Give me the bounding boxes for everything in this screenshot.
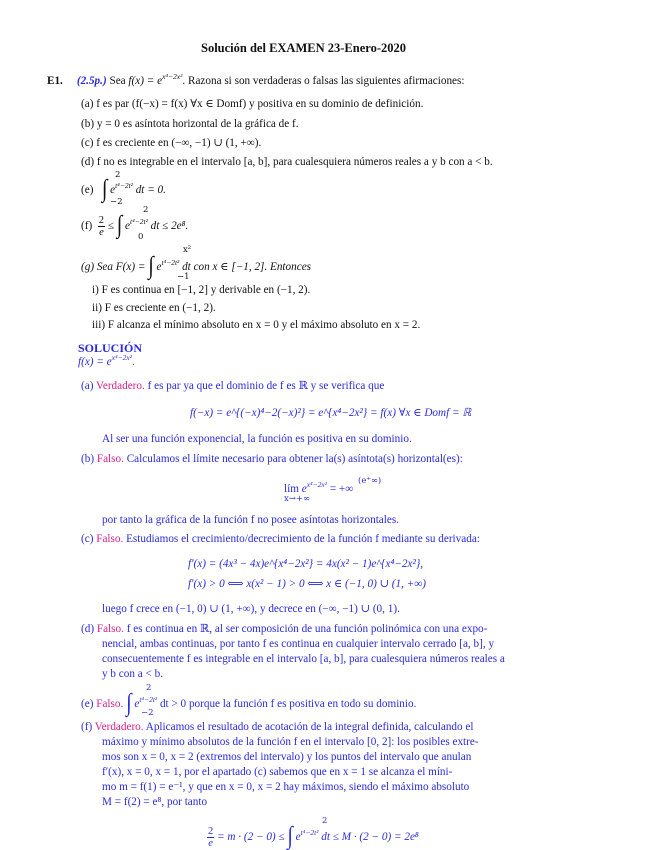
integral-sign: ∫ xyxy=(126,689,132,717)
item-g-i: i) F es continua en [−1, 2] y derivable en (−1, 2). xyxy=(92,284,311,296)
solution-a-after: Al ser una función exponencial, la función es positiva en su dominio. xyxy=(102,433,412,445)
solution-c-eq1: f′(x) = (4x³ − 4x)e^{x⁴−2x²} = 4x(x² − 1)e^{x⁴−2x²}, xyxy=(188,558,424,570)
upper-limit: x² xyxy=(183,245,192,255)
solution-c-after: luego f crece en (−1, 0) ∪ (1, +∞), y decrece en (−∞, −1) ∪ (0, 1). xyxy=(102,603,400,615)
solution-c xyxy=(81,532,480,546)
statement-rest: . Razona si son verdaderas o falsas las siguientes afirmaciones: xyxy=(182,75,465,87)
fraction xyxy=(207,826,214,849)
limit-sub: x→+∞ xyxy=(284,494,311,504)
verdict-e: Falso. xyxy=(96,698,124,710)
item-f xyxy=(81,211,189,239)
exercise-points: (2.5p.) xyxy=(76,75,107,87)
item-c: (c) f es creciente en (−∞, −1) ∪ (1, +∞). xyxy=(81,137,262,149)
integrand-exp: t⁴−2t² xyxy=(130,217,148,227)
statement-exp: x⁴−2x² xyxy=(162,72,183,81)
item-g-ii: ii) F es creciente en (−1, 2). xyxy=(92,302,216,314)
solution-b xyxy=(81,452,463,466)
limit-result: = +∞ xyxy=(329,483,354,495)
integrand-e: e xyxy=(134,698,140,710)
solution-heading: SOLUCIÓN xyxy=(78,341,143,355)
item-e xyxy=(81,175,166,203)
solution-d-l1: f es continua en ℝ, al ser composición de una función polinómica con una expo- xyxy=(126,623,488,635)
fraction xyxy=(98,215,105,238)
item-g-iii: iii) F alcanza el mínimo absoluto en x = 0 y el máximo absoluto en x = 2. xyxy=(92,319,421,331)
item-g-label: (g) Sea F(x) = xyxy=(81,261,146,273)
item-e-label: (e) xyxy=(81,184,94,196)
limit-exp: x⁴−2x² xyxy=(306,480,328,489)
solution-f-l4: f′(x), x = 0, x = 1, por el apartado (c) sabemos que en x = 1 se alcanza el míni- xyxy=(102,766,453,778)
item-b: (b) y = 0 es asíntota horizontal de la gráfica de f. xyxy=(81,118,299,130)
solution-c-label: (c) xyxy=(81,533,94,545)
upper-limit: 2 xyxy=(146,683,152,693)
limit-text: lím xyxy=(284,483,299,495)
verdict-f: Verdadero. xyxy=(94,721,144,733)
upper-limit: 2 xyxy=(115,170,121,180)
item-g-tail: dt con x ∈ [−1, 2]. Entonces xyxy=(182,261,312,273)
integral-sign: ∫ xyxy=(116,211,123,239)
integral-sign: ∫ xyxy=(148,252,154,280)
integrand-e: e xyxy=(295,831,301,844)
solution-f-l2: máximo y mínimo absolutos de la función f en el intervalo [0, 2]: los posibles extre- xyxy=(102,736,479,748)
solution-f-l3: mos son x = 0, x = 2 (extremos del intervalo) y los puntos del intervalo que anulan xyxy=(102,751,472,763)
leq-sign: ≤ xyxy=(107,220,114,233)
solution-b-text: Calculamos el límite necesario para obtener la(s) asíntota(s) horizontal(es): xyxy=(126,453,463,465)
integrand-e: e xyxy=(125,220,131,233)
solution-f-l6: M = f(2) = e⁸, por tanto xyxy=(102,796,208,808)
integrand-exp: t⁴−2t² xyxy=(161,258,180,267)
integrand-exp: t⁴−2t² xyxy=(300,828,319,838)
solution-fx-exp: x⁴−2x² xyxy=(111,353,132,362)
item-a: (a) f es par (f(−x) = f(x) ∀x ∈ Domf) y positiva en su dominio de definición. xyxy=(81,98,424,110)
solution-a-equation: f(−x) = e^{(−x)⁴−2(−x)²} = e^{x⁴−2x²} = f(x) ∀x ∈ Domf = ℝ xyxy=(190,407,472,419)
integrand-exp: t⁴−2t² xyxy=(139,695,158,704)
solution-fx-text: f(x) = e xyxy=(78,356,112,368)
solution-a-label: (a) xyxy=(81,380,94,392)
fraction-num: 2 xyxy=(98,215,105,226)
lower-limit: 0 xyxy=(138,232,144,242)
item-e-tail: dt = 0. xyxy=(135,184,166,196)
verdict-b: Falso. xyxy=(96,453,124,465)
solution-d-label: (d) xyxy=(81,623,95,635)
solution-e-label: (e) xyxy=(81,698,94,710)
solution-d-l4: y b con a < b. xyxy=(102,668,163,680)
statement-sea: Sea xyxy=(109,75,126,87)
statement-fx: f(x) = e xyxy=(128,75,163,87)
solution-b-label: (b) xyxy=(81,453,95,465)
solution-d xyxy=(81,622,487,636)
solution-f-label: (f) xyxy=(81,721,93,733)
verdict-c: Falso. xyxy=(96,533,124,545)
integral-sign: ∫ xyxy=(287,822,293,850)
solution-d-l2: nencial, ambas continuas, por tanto f es continua en cualquier intervalo cerrado [a, b], y xyxy=(102,638,495,650)
item-f-label: (f) xyxy=(81,220,93,233)
solution-c-text: Estudiamos el crecimiento/decrecimiento de la función f mediante su derivada: xyxy=(126,533,480,545)
solution-c-eq2: f′(x) > 0 ⟺ x(x² − 1) > 0 ⟺ x ∈ (−1, 0) ∪ (1, +∞) xyxy=(188,578,426,590)
solution-fx: $f(x) = e^{x^4-2x^2}$. xyxy=(78,353,135,368)
item-d: (d) f no es integrable en el intervalo [a, b], para cualesquiera números reales a y b con a < b. xyxy=(81,156,493,168)
lower-limit: −2 xyxy=(110,197,123,207)
upper-limit: 2 xyxy=(322,816,328,826)
solution-a-text: f es par ya que el dominio de f es ℝ y se verifica que xyxy=(147,380,385,392)
solution-f xyxy=(81,720,473,734)
solution-d-l3: consecuentemente f es integrable en el intervalo [a, b], para cualesquiera números reales a xyxy=(102,653,505,665)
integral-sign: ∫ xyxy=(101,175,108,203)
integrand-exp: t⁴−2t² xyxy=(115,181,133,190)
solution-f-l1: Aplicamos el resultado de acotación de la integral definida, calculando el xyxy=(145,721,474,733)
limit-note: (e⁺∞) xyxy=(358,476,382,486)
item-g xyxy=(81,252,312,280)
equation-part-b: dt ≤ M · (2 − 0) = 2e⁸ xyxy=(321,831,419,844)
verdict-d: Falso. xyxy=(96,623,124,635)
solution-e xyxy=(81,689,417,717)
solution-f-equation xyxy=(207,822,419,850)
lower-limit: −2 xyxy=(141,708,154,718)
upper-limit: 2 xyxy=(143,205,149,215)
fraction-num: 2 xyxy=(208,826,214,837)
solution-b-after: por tanto la gráfica de la función f no posee asíntotas horizontales. xyxy=(102,514,399,526)
solution-f-l5: mo m = f(1) = e⁻¹, y que en x = 0, x = 2 hay máximos, siendo el máximo absoluto xyxy=(102,781,470,793)
equation-part-a: = m · (2 − 0) ≤ xyxy=(217,831,285,844)
fraction-den: e xyxy=(99,227,104,238)
solution-a xyxy=(81,379,384,393)
exercise-statement xyxy=(47,74,464,89)
item-f-tail: dt ≤ 2e⁸. xyxy=(150,220,189,233)
fraction-den: e xyxy=(208,838,213,849)
integrand-e: e xyxy=(156,261,162,273)
solution-e-text: dt > 0 porque la función f es positiva en todo su dominio. xyxy=(159,698,417,710)
verdict-a: Verdadero. xyxy=(96,380,145,392)
limit-e: e xyxy=(301,483,307,495)
page-title: Solución del EXAMEN 23-Enero-2020 xyxy=(201,41,406,55)
lower-limit: −1 xyxy=(177,272,190,282)
exercise-label: E1. xyxy=(47,75,63,87)
integrand-e: e xyxy=(110,184,116,196)
